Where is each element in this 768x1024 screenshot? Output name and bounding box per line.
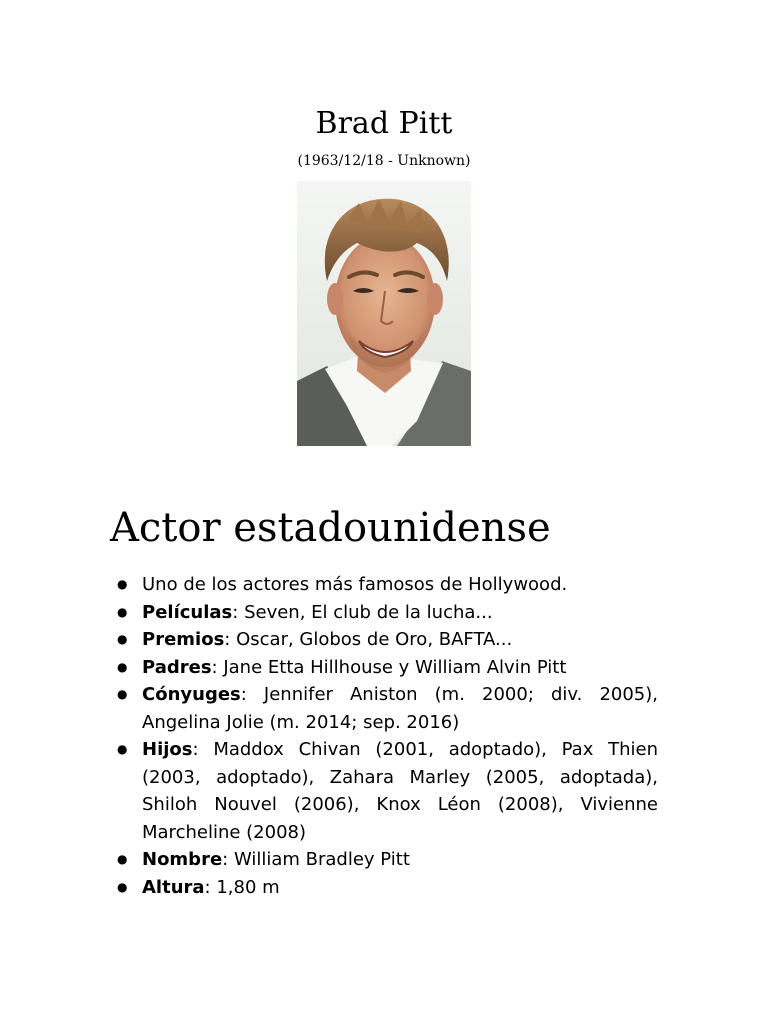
fact-text: William Bradley Pitt <box>233 849 410 870</box>
fact-term: Hijos <box>142 739 193 760</box>
bullet-icon: ● <box>117 604 128 619</box>
fact-text: Uno de los actores más famosos de Hollywood. <box>142 574 568 595</box>
fact-text: 1,80 m <box>216 876 280 898</box>
facts-list <box>110 571 658 901</box>
fact-separator: : <box>211 656 224 678</box>
fact-term: Películas <box>142 601 233 623</box>
bullet-icon: ● <box>117 879 128 894</box>
fact-separator: : <box>224 629 237 650</box>
bullet-icon: ● <box>117 852 128 866</box>
fact-term: Altura <box>142 876 205 898</box>
section-heading: Actor estadounidense <box>110 505 551 551</box>
bullet-icon: ● <box>117 632 128 646</box>
fact-term: Premios <box>142 629 225 650</box>
fact-separator: : <box>232 601 245 623</box>
fact-separator: : <box>240 684 264 705</box>
bullet-icon: ● <box>117 577 128 591</box>
fact-text: Jane Etta Hillhouse y William Alvin Pitt <box>223 656 567 678</box>
fact-text: Oscar, Globos de Oro, BAFTA... <box>236 629 513 650</box>
list-item <box>110 736 658 846</box>
page-title: Brad Pitt <box>315 106 453 141</box>
bullet-icon: ● <box>117 687 128 701</box>
list-item <box>110 571 658 599</box>
fact-separator: : <box>192 739 214 760</box>
bullet-icon: ● <box>117 659 128 674</box>
fact-text: Maddox Chivan (2001, adoptado), Pax Thien (2003, adoptado), Zahara Marley (2005, adoptada), Shiloh Nouvel (2006), Knox Léon (2008), Vivienne Marcheline (2008) <box>142 739 658 843</box>
fact-term: Nombre <box>142 849 223 870</box>
list-item <box>110 654 658 682</box>
list-item <box>110 874 658 902</box>
fact-separator: : <box>222 849 234 870</box>
portrait-photo <box>297 181 471 446</box>
list-item <box>110 681 658 736</box>
portrait-illustration <box>297 181 471 446</box>
life-dates: (1963/12/18 - Unknown) <box>297 153 471 169</box>
fact-text: Seven, El club de la lucha... <box>244 601 493 623</box>
list-item <box>110 846 658 874</box>
list-item <box>110 599 658 627</box>
fact-separator: : <box>204 876 217 898</box>
fact-text: Jennifer Aniston (m. 2000; div. 2005), Angelina Jolie (m. 2014; sep. 2016) <box>142 684 658 733</box>
fact-term: Cónyuges <box>142 684 241 705</box>
fact-term: Padres <box>142 656 212 678</box>
list-item <box>110 626 658 654</box>
bullet-icon: ● <box>117 742 128 756</box>
